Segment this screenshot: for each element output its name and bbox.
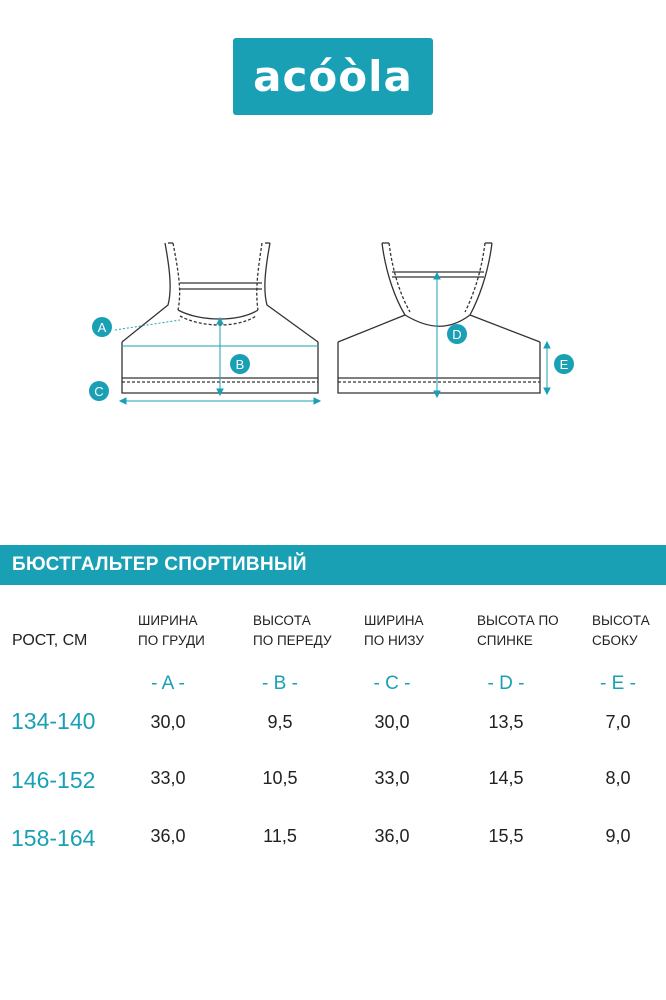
table-cell: 15,5 bbox=[488, 826, 524, 846]
brand-logo bbox=[233, 38, 433, 115]
front-measurements bbox=[115, 318, 320, 404]
table-cell: 33,0 bbox=[374, 768, 410, 788]
marker-d bbox=[447, 324, 467, 344]
marker-b bbox=[230, 354, 250, 374]
svg-text:A: A bbox=[97, 320, 107, 335]
column-letter-c: - C - bbox=[373, 673, 411, 694]
table-cell: 30,0 bbox=[374, 712, 410, 732]
row-header: РОСТ, СМ bbox=[12, 632, 88, 649]
table-cell: 8,0 bbox=[605, 768, 631, 788]
table-cell: 36,0 bbox=[374, 826, 410, 846]
table-cell: 9,0 bbox=[605, 826, 631, 846]
column-letter-d: - D - bbox=[487, 673, 525, 694]
back-view bbox=[338, 243, 540, 393]
marker-a bbox=[92, 317, 112, 337]
table-title: БЮСТГАЛЬТЕР СПОРТИВНЫЙ bbox=[12, 554, 307, 575]
column-letter-b: - B - bbox=[262, 673, 298, 694]
table-cell: 13,5 bbox=[488, 712, 524, 732]
column-header-e: ВЫСОТА СБОКУ bbox=[592, 613, 650, 648]
table-title-banner bbox=[0, 545, 666, 585]
column-header-a: ШИРИНА ПО ГРУДИ bbox=[138, 613, 205, 648]
marker-c bbox=[89, 381, 109, 401]
table-cell: 9,5 bbox=[267, 712, 293, 732]
column-letter-a: - A - bbox=[151, 673, 185, 694]
column-header-d: ВЫСОТА ПО СПИНКЕ bbox=[477, 613, 559, 648]
row-height-label: 134-140 bbox=[11, 708, 96, 734]
column-header-b: ВЫСОТА ПО ПЕРЕДУ bbox=[253, 613, 332, 648]
row-height-label: 146-152 bbox=[11, 767, 96, 793]
table-cell: 30,0 bbox=[150, 712, 186, 732]
row-height-label: 158-164 bbox=[11, 825, 96, 851]
table-cell: 36,0 bbox=[150, 826, 186, 846]
table-cell: 33,0 bbox=[150, 768, 186, 788]
svg-text:C: C bbox=[94, 384, 104, 399]
marker-e bbox=[554, 354, 574, 374]
svg-text:D: D bbox=[452, 327, 462, 342]
brand-logo-text: acóòla bbox=[253, 52, 413, 101]
table-cell: 7,0 bbox=[605, 712, 631, 732]
table-cell: 11,5 bbox=[263, 826, 297, 846]
table-cell: 10,5 bbox=[262, 768, 298, 788]
svg-text:E: E bbox=[559, 357, 569, 372]
column-letter-e: - E - bbox=[600, 673, 636, 694]
svg-text:B: B bbox=[235, 357, 245, 372]
garment-diagram bbox=[0, 220, 666, 420]
table-cell: 14,5 bbox=[488, 768, 524, 788]
column-header-c: ШИРИНА ПО НИЗУ bbox=[364, 613, 424, 648]
